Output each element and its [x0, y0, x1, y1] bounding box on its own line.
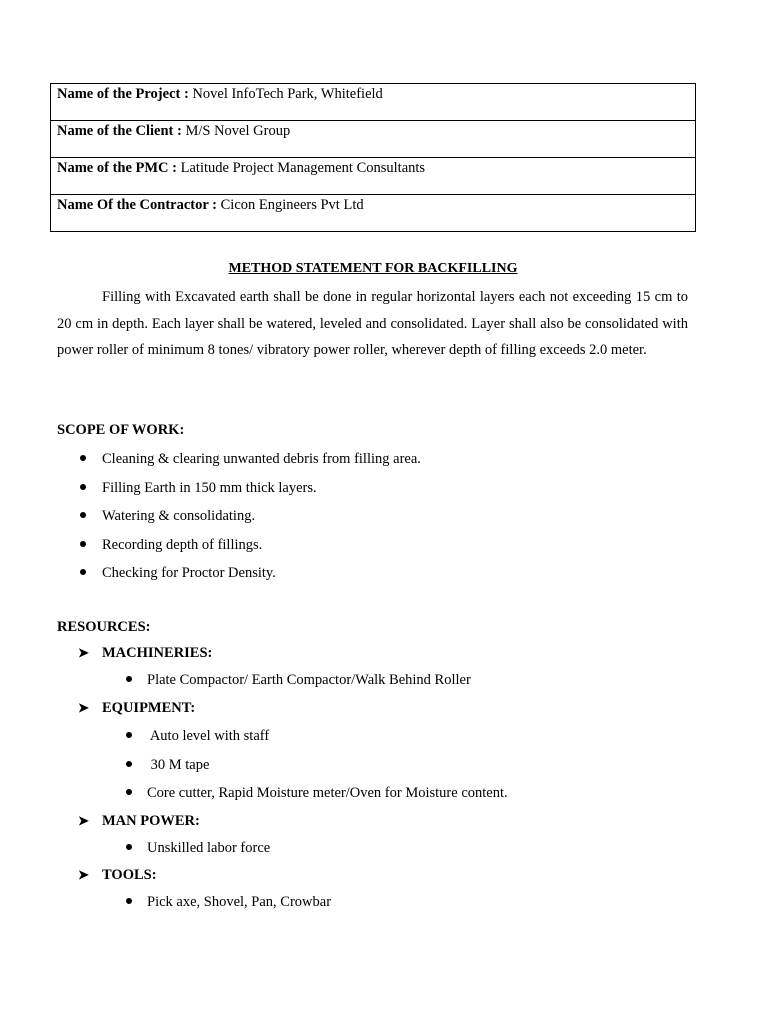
list-item-text: Auto level with staff [147, 728, 270, 744]
list-item-text: 30 M tape [147, 756, 210, 773]
section-title: MACHINERIES: [102, 645, 213, 661]
bullet-icon [126, 732, 132, 738]
bullet-icon [80, 484, 86, 490]
info-label: Name Of the Contractor : [57, 197, 217, 213]
section-tools [78, 867, 157, 884]
list-item-text: Pick axe, Shovel, Pan, Crowbar [147, 894, 332, 910]
arrowhead-icon: ➤ [78, 813, 89, 828]
machineries-list [102, 667, 471, 696]
tools-list [102, 889, 331, 918]
section-title: EQUIPMENT: [102, 700, 196, 716]
section-title: MAN POWER: [102, 813, 200, 829]
bullet-icon [80, 541, 86, 547]
list-item [57, 446, 421, 475]
section-equipment [78, 700, 195, 717]
intro-paragraph: Filling with Excavated earth shall be done in regular horizontal layers each not exceeding 15 cm to 20 cm in depth. Each layer shall be watered, leveled and consolidated. Layer shall also be consolidated with power roller of minimum 8 tones/ vibratory power roller, wherever depth of filling exceeds 2.0 meter. [57, 289, 688, 358]
bullet-icon [80, 569, 86, 575]
list-item [57, 475, 421, 504]
resources-heading: RESOURCES: [57, 619, 151, 635]
section-title: TOOLS: [102, 867, 157, 883]
scope-heading: SCOPE OF WORK: [57, 422, 185, 438]
bullet-icon [126, 898, 132, 904]
list-item [102, 889, 331, 918]
bullet-icon [126, 844, 132, 850]
section-machineries [78, 645, 212, 662]
arrowhead-icon: ➤ [78, 867, 89, 882]
arrowhead-icon: ➤ [78, 700, 89, 715]
bullet-icon [126, 676, 132, 682]
list-item-text: Checking for Proctor Density. [102, 565, 276, 581]
scope-list [57, 446, 421, 589]
list-item-text: Recording depth of fillings. [102, 536, 263, 553]
info-row-project [51, 84, 696, 121]
list-item [57, 532, 421, 561]
list-item [102, 835, 270, 864]
info-row-pmc [51, 158, 696, 195]
info-value: M/S Novel Group [181, 123, 291, 139]
bullet-icon [80, 455, 86, 461]
list-item [102, 723, 508, 752]
arrowhead-icon: ➤ [78, 645, 89, 660]
bullet-icon [126, 789, 132, 795]
bullet-icon [126, 761, 132, 767]
list-item-text: Filling Earth in 150 mm thick layers. [102, 479, 317, 496]
project-info-table [50, 83, 696, 232]
list-item [102, 752, 508, 781]
list-item-text: Cleaning & clearing unwanted debris from filling area. [102, 451, 421, 467]
list-item [102, 667, 471, 696]
section-man-power [78, 813, 200, 830]
list-item [57, 560, 421, 589]
equipment-list [102, 723, 508, 809]
info-value: Novel InfoTech Park, Whitefield [188, 86, 383, 102]
document-title: METHOD STATEMENT FOR BACKFILLING [228, 261, 518, 276]
info-row-contractor [51, 195, 696, 232]
list-item-text: Unskilled labor force [147, 840, 271, 856]
info-label: Name of the Project : [57, 86, 189, 102]
bullet-icon [80, 512, 86, 518]
list-item-text: Plate Compactor/ Earth Compactor/Walk Behind Roller [147, 672, 471, 688]
info-label: Name of the Client : [57, 123, 182, 139]
list-item [57, 503, 421, 532]
list-item-text: Core cutter, Rapid Moisture meter/Oven for Moisture content. [147, 785, 508, 801]
info-row-client [51, 121, 696, 158]
list-item-text: Watering & consolidating. [102, 508, 256, 524]
info-value: Cicon Engineers Pvt Ltd [217, 197, 364, 213]
man-power-list [102, 835, 270, 864]
list-item [102, 780, 508, 809]
info-value: Latitude Project Management Consultants [177, 160, 426, 176]
info-label: Name of the PMC : [57, 160, 177, 176]
